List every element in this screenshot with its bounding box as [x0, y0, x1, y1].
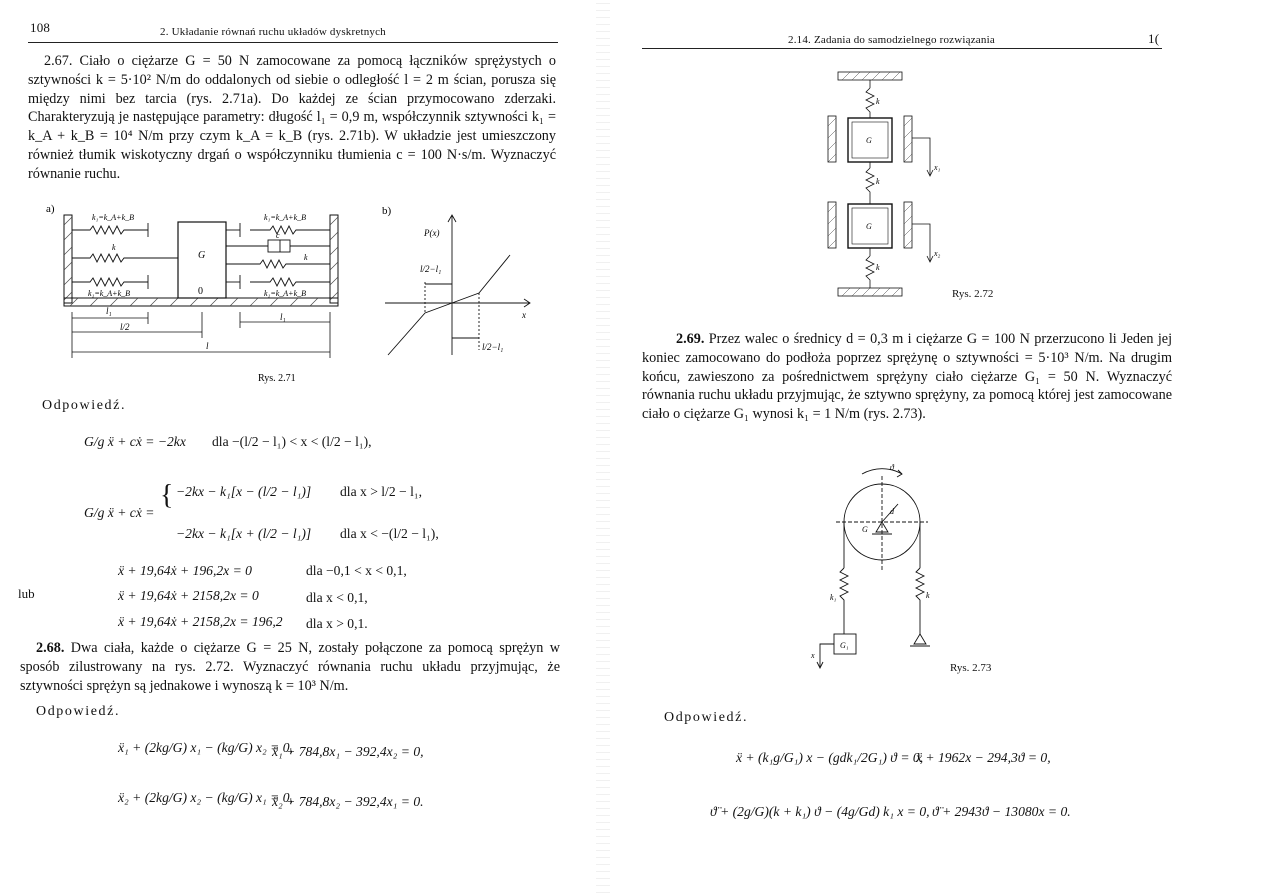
dim-l: l: [206, 341, 209, 351]
problem-2-67: 2.67. Ciało o ciężarze G = 50 N zamocowane za pomocą łączników sprężystych o sztywności k = 5·10² N/m do oddalonych od siebie o odległość l = 2 m ścian, porusza się między nimi bez tarcia (rys. 2.71a). Do każdej ze ścian przymocowano zderzaki. Charakteryzują je następujące parametry: długość l₁ = 0,9 m, współczynnik sztywności k₁ = k_A + k_B = 10⁴ N/m przy czym k_A = k_B (rys. 2.71b). W układzie jest umieszczony również tłumik wiskotyczny drgań o współczynniku tłumienia c = 100 N·s/m. Wyznaczyć równanie ruchu.: [28, 53, 557, 182]
equation-case: −2kx − k₁[x − (l/2 − l₁)]: [176, 484, 312, 499]
equation: ẍ + (k₁g/G₁) x − (gdk₁/2G₁) ϑ = 0,: [736, 750, 924, 765]
problem-2-68: 2.68. Dwa ciała, każde o ciężarze G = 25 N, zostały połączone za pomocą sprężyn w sposób zilustrowany na rys. 2.72. Wyznaczyć równania ruchu układu przyjmując, że sztywności sprężyn są jednakowe i wynoszą k = 10³ N/m.: [20, 640, 560, 694]
equation: G/g ẍ + cẋ = −2kx: [84, 434, 186, 449]
dim-l1-right: l₁: [280, 312, 286, 322]
coord-x1: x₁: [934, 163, 941, 172]
spring-label-k1-right-bottom: k₁=k_A+k_B: [264, 289, 307, 298]
graph-x-label: x: [522, 310, 526, 320]
mass-upper: G: [866, 136, 872, 145]
header-rule: [28, 42, 558, 43]
fig-label-b: b): [382, 205, 392, 217]
numeric-equation: ẍ₁ + 784,8x₁ − 392,4x₂ = 0,: [272, 744, 424, 759]
mass-label: G: [198, 250, 206, 261]
graph-y-label: P(x): [424, 228, 440, 238]
figure-caption: Rys. 2.72: [952, 288, 994, 300]
equation-condition: dla x > 0,1.: [306, 616, 368, 631]
figure-2-72: [820, 66, 1020, 306]
spring-k-top: k: [876, 97, 880, 106]
numeric-equation: ẍ + 19,64ẋ + 2158,2x = 196,2: [118, 614, 283, 629]
right-page: [620, 0, 1263, 893]
graph-mark-bottom: l/2−l₁: [482, 342, 504, 352]
header-rule: [642, 48, 1162, 49]
page-number: 108: [30, 20, 51, 35]
page-number: 1(: [1148, 31, 1160, 46]
running-header: 2.14. Zadania do samodzielnego rozwiązania: [788, 34, 995, 46]
or-word: lub: [18, 586, 35, 601]
equation-condition: dla x > l/2 − l₁,: [340, 484, 422, 499]
spring-label-k1-bottom: k₁=k_A+k_B: [88, 289, 131, 298]
dim-l-half: l/2: [120, 322, 130, 332]
figure-caption: Rys. 2.71: [258, 373, 296, 384]
numeric-equation: ẍ + 19,64ẋ + 196,2x = 0: [118, 563, 252, 578]
spring-k-label: k: [926, 591, 930, 600]
fig-label-a: a): [46, 203, 55, 215]
numeric-equation: ẍ + 1962x − 294,3ϑ = 0,: [916, 750, 1051, 765]
equation-condition: dla x < −(l/2 − l₁),: [340, 526, 439, 541]
damper-label: c: [276, 231, 280, 240]
brace: {: [160, 480, 174, 511]
numeric-equation: ẍ₂ + 784,8x₂ − 392,4x₁ = 0.: [272, 794, 424, 809]
spring-label-k-right: k: [304, 253, 308, 262]
spring-label-k1-top: k₁=k_A+k_B: [92, 213, 135, 222]
spring-k1-label: k₁: [830, 593, 837, 602]
figure-2-73: [810, 458, 1000, 672]
equation-condition: dla −0,1 < x < 0,1,: [306, 563, 407, 578]
left-page: [0, 0, 600, 893]
weight-label: G: [862, 525, 868, 534]
answer-label: Odpowiedź.: [42, 398, 127, 413]
answer-label: Odpowiedź.: [664, 710, 749, 725]
spring-label-k-left: k: [112, 243, 116, 252]
equation-condition: dla x < 0,1,: [306, 590, 368, 605]
figure-2-71: [40, 200, 560, 385]
spring-label-k1-right-top: k₁=k_A+k_B: [264, 213, 307, 222]
mass-g1-label: G₁: [840, 641, 849, 650]
running-header: 2. Układanie równań ruchu układów dyskretnych: [160, 26, 386, 38]
spring-k-middle: k: [876, 177, 880, 186]
equation: ẍ₁ + (2kg/G) x₁ − (kg/G) x₂ = 0,: [118, 740, 293, 755]
dim-l1-left: l₁: [106, 306, 112, 316]
answer-label: Odpowiedź.: [36, 704, 121, 719]
equation: G/g ẍ + cẋ =: [84, 505, 155, 520]
origin-label: 0: [198, 286, 203, 297]
graph-mark-top: l/2−l₁: [420, 264, 442, 274]
figure-caption: Rys. 2.73: [950, 662, 992, 674]
problem-2-69: 2.69. Przez walec o średnicy d = 0,3 m i ciężarze G = 100 N przerzucono li Jeden jej koniec zamocowano do podłoża poprzez sprężynę o sztywności = 5·10³ N/m. Na drugim końcu, zawieszono za pośrednictwem sprężyny ciało ciężarze G₁ = 50 N. Wyznaczyć równania ruchu układu przyjmując, że sztywno sprężyny, za pomocą której jest zamocowane ciało o ciężarze G₁ wynosi k₁ = 1 N/m (rys. 2.73).: [642, 331, 1173, 423]
diameter-label: d: [890, 507, 894, 516]
coord-x2: x₂: [934, 249, 941, 258]
theta-label: ϑ: [890, 463, 894, 472]
mass-lower: G: [866, 222, 872, 231]
equation-condition: dla −(l/2 − l₁) < x < (l/2 − l₁),: [212, 434, 372, 449]
numeric-equation: ẍ + 19,64ẋ + 2158,2x = 0: [118, 588, 259, 603]
equation-case: −2kx − k₁[x + (l/2 − l₁)]: [176, 526, 312, 541]
spring-k-bottom: k: [876, 263, 880, 272]
numeric-equation: ϑ̈ + 2943ϑ − 13080x = 0.: [932, 804, 1071, 819]
equation: ϑ̈ + (2g/G)(k + k₁) ϑ − (4g/Gd) k₁ x = 0,: [710, 804, 930, 819]
equation: ẍ₂ + (2kg/G) x₂ − (kg/G) x₁ = 0,: [118, 790, 293, 805]
coord-x-label: x: [811, 651, 815, 660]
